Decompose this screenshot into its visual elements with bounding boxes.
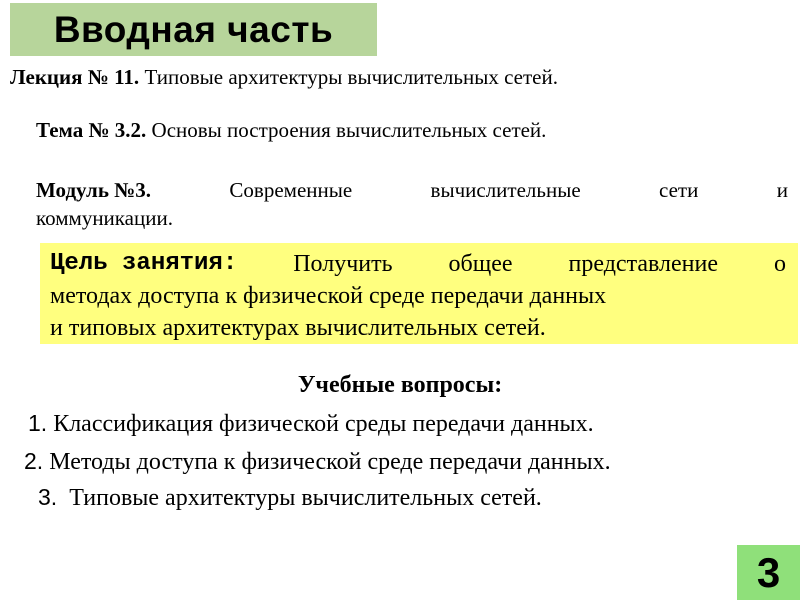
goal-word: представление — [568, 251, 718, 277]
lecture-label: Лекция № 11. — [10, 65, 140, 89]
lecture-text: Типовые архитектуры вычислительных сетей. — [139, 65, 558, 89]
question-number: 2. — [24, 448, 44, 474]
question-item — [24, 448, 611, 476]
question-text: Типовые архитектуры вычислительных сетей. — [57, 485, 542, 511]
slide-title-box — [10, 3, 377, 56]
question-text: Классификация физической среды передачи данных. — [47, 411, 594, 437]
page-number: 3 — [756, 548, 781, 596]
module-word: вычислительные — [430, 178, 581, 202]
question-item — [38, 484, 542, 512]
module-block — [36, 176, 788, 232]
page-number-box — [737, 545, 800, 600]
goal-word: Получить — [293, 251, 393, 277]
question-text: Методы доступа к физической среде передачи данных. — [43, 449, 611, 475]
module-word: Современные — [229, 178, 353, 202]
topic-text: Основы построения вычислительных сетей. — [146, 118, 547, 142]
lecture-line — [10, 65, 558, 90]
question-item — [28, 410, 594, 438]
goal-word: о — [773, 251, 786, 277]
goal-word: общее — [448, 251, 513, 277]
topic-label: Тема № 3.2. — [36, 118, 147, 142]
topic-line — [36, 118, 546, 143]
questions-heading: Учебные вопросы: — [297, 372, 503, 398]
module-word: сети — [659, 178, 699, 202]
question-number: 1. — [28, 410, 48, 436]
question-number: 3. — [38, 484, 58, 510]
module-word: и — [776, 178, 788, 202]
goal-label: Цель занятия: — [50, 250, 238, 277]
goal-block — [50, 248, 786, 344]
goal-line2: методах доступа к физической среде передачи данных — [50, 283, 607, 309]
module-line2: коммуникации. — [36, 206, 173, 230]
module-label: Модуль №3. — [36, 178, 152, 202]
slide-title: Вводная часть — [53, 8, 334, 50]
goal-line3: и типовых архитектурах вычислительных сетей. — [50, 315, 546, 341]
